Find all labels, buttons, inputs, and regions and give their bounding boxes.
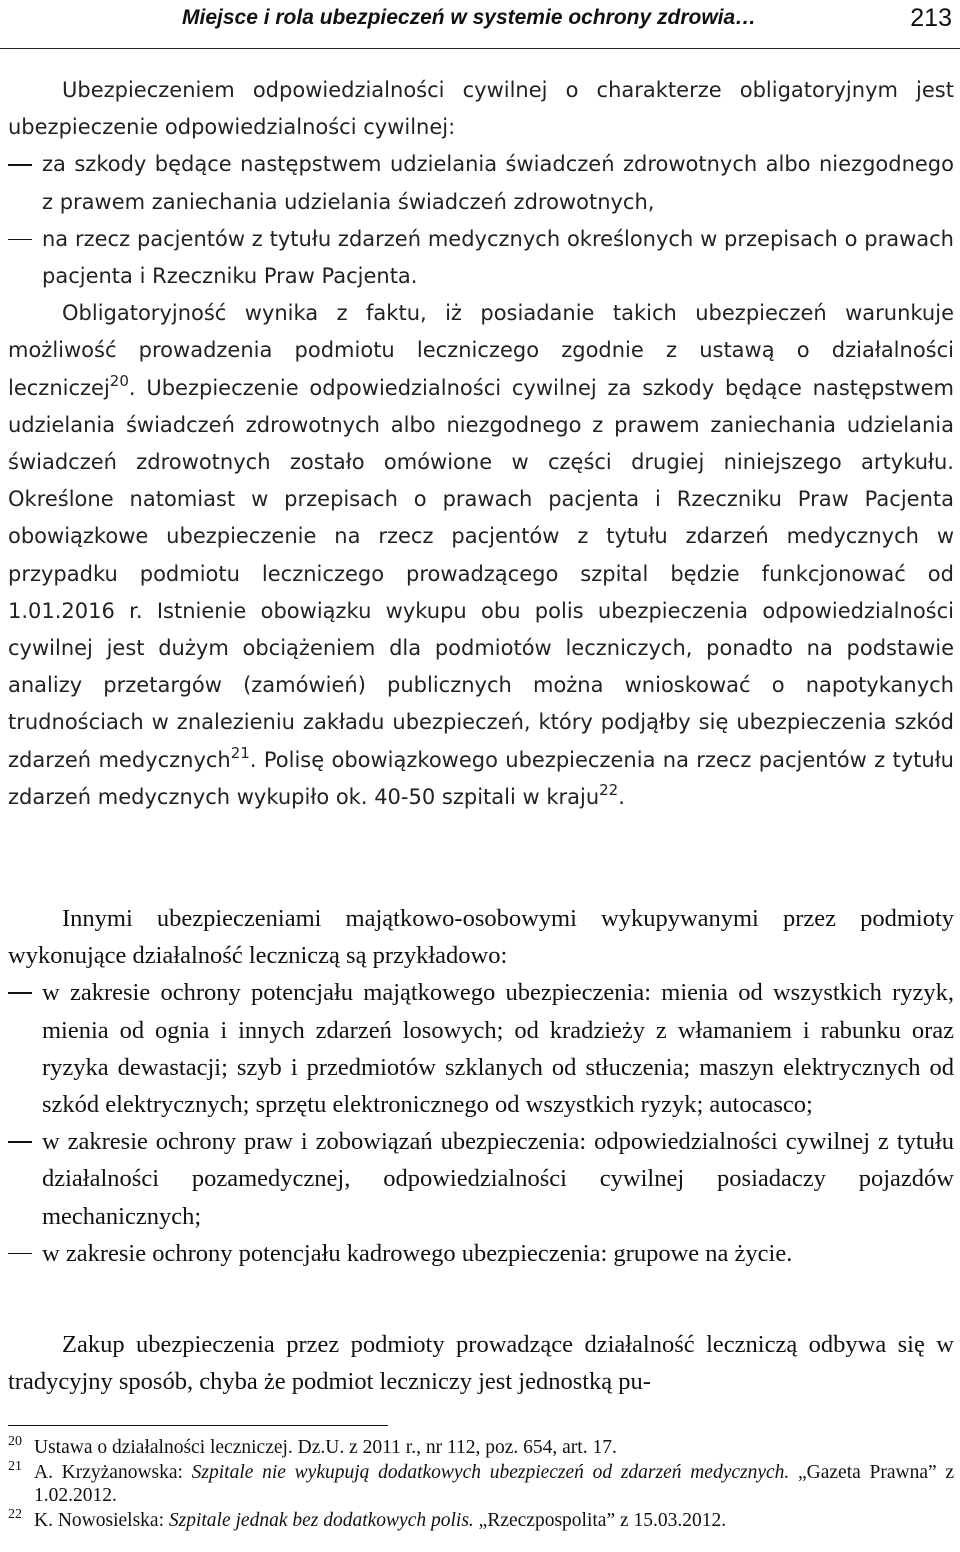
dash-bullet — [8, 1141, 32, 1143]
footnote-22 — [8, 1506, 954, 1533]
list-item — [8, 146, 954, 220]
paragraph-purchase: Zakup ubezpieczenia przez podmioty prowadzące działalność leczniczą odbywa się w tradycyjny sposób, chyba że podmiot leczniczy jest jednostką pu- — [8, 1331, 954, 1396]
section-other-insurance — [8, 900, 954, 1272]
footnote-source: „Rzeczpospolita” z 15.03.2012. — [473, 1509, 727, 1531]
list-item-text: w zakresie ochrony potencjału majątkowego ubezpieczenia: mienia od wszystkich ryzyk, mienia od ognia i innych zdarzeń losowych; od kradzieży z włamaniem i rabunku oraz ryzyka dewastacji; szyb i przedmiotów szklanych od stłuczenia; maszyn elektrycznych od szkód elektrycznych; sprzętu elektronicznego od wszystkich ryzyk; autocasco; — [42, 979, 954, 1119]
section-purchase — [8, 1326, 954, 1400]
paragraph-text: . Ubezpieczenie odpowiedzialności cywilnej za szkody będące następstwem udzielania świadczeń zdrowotnych albo niezgodnego z prawem zaniechania udzielania świadczeń zdrowotnych zostało omówione w części drugiej niniejszego artykułu. Określone natomiast w przepisach o prawach pacjenta i Rzeczniku Praw Pacjenta obowiązkowe ubezpieczenie na rzecz pacjentów z tytułu zdarzeń medycznych w przypadku podmiotu leczniczego prowadzącego szpital będzie funkcjonować od 1.01.2016 r. Istnienie obowiązku wykupu obu polis ubezpieczenia odpowiedzialności cywilnej jest dużym obciążeniem dla podmiotów leczniczych, ponadto na podstawie analizy przetargów (zamówień) publicznych można wnioskować o napotykanych trudnościach w znalezieniu zakładu ubezpieczeń, który podjąłby się ubezpieczenia szkód zdarzeń medycznych — [8, 375, 954, 772]
footnote-ref-20[interactable]: 20 — [109, 371, 129, 390]
footnote-title: Szpitale jednak bez dodatkowych polis. — [168, 1509, 474, 1531]
footnote-author: K. Nowosielska: — [34, 1509, 169, 1531]
section-obligatory-insurance — [8, 72, 954, 816]
list-item-text: w zakresie ochrony potencjału kadrowego ubezpieczenia: grupowe na życie. — [42, 1239, 793, 1267]
list-item-text: w zakresie ochrony praw i zobowiązań ubezpieczenia: odpowiedzialności cywilnej z tytułu działalności pozamedycznej, odpowiedzialności cywilnej posiadaczy pojazdów mechanicznych; — [42, 1128, 954, 1230]
paragraph-obligation — [8, 295, 954, 816]
list-item — [8, 974, 954, 1123]
list-item — [8, 1235, 954, 1272]
paragraph-intro: Ubezpieczeniem odpowiedzialności cywilnej o charakterze obligatoryjnym jest ubezpieczenie odpowiedzialności cywilnej: — [8, 78, 954, 140]
paragraph-text: . — [618, 784, 625, 809]
footnote-ref-21[interactable]: 21 — [230, 743, 250, 762]
dash-bullet — [8, 992, 32, 994]
paragraph-intro: Innymi ubezpieczeniami majątkowo-osobowymi wykupywanymi przez podmioty wykonujące działalność leczniczą są przykładowo: — [8, 905, 954, 970]
footnote-text: Ustawa o działalności leczniczej. Dz.U. z 2011 r., nr 112, poz. 654, art. 17. — [34, 1437, 617, 1458]
paragraph-text: . Polisę obowiązkowego ubezpieczenia na rzecz pacjentów z tytułu zdarzeń medycznych wykupiło ok. 40-50 szpitali w kraju — [8, 747, 954, 809]
dash-bullet — [8, 239, 32, 241]
other-insurance-list — [8, 974, 954, 1272]
running-header — [0, 0, 960, 49]
list-item-text: na rzecz pacjentów z tytułu zdarzeń medycznych określonych w przepisach o prawach pacjenta i Rzeczniku Praw Pacjenta. — [42, 226, 954, 289]
footnote-number: 20 — [8, 1434, 22, 1449]
footnotes — [8, 1436, 954, 1533]
list-item — [8, 1123, 954, 1235]
dash-bullet — [8, 164, 32, 166]
obligatory-list — [8, 146, 954, 295]
footnote-source: „Gazeta Prawna” z 1.02.2012. — [34, 1461, 954, 1507]
footnote-author: A. Krzyżanowska: — [34, 1461, 192, 1483]
footnote-21 — [8, 1458, 954, 1508]
footnote-title: Szpitale nie wykupują dodatkowych ubezpieczeń od zdarzeń medycznych. — [191, 1461, 790, 1483]
footnote-number: 21 — [8, 1458, 22, 1474]
paragraph-text: Obligatoryjność wynika z faktu, iż posiadanie takich ubezpieczeń warunkuje możliwość prowadzenia podmiotu leczniczego zgodnie z ustawą o działalności leczniczej — [8, 301, 954, 400]
list-item-text: za szkody będące następstwem udzielania świadczeń zdrowotnych albo niezgodnego z prawem zaniechania udzielania świadczeń zdrowotnych, — [42, 152, 954, 214]
list-item — [8, 221, 954, 295]
footnote-number: 22 — [8, 1506, 22, 1522]
running-title: Miejsce i rola ubezpieczeń w systemie ochrony zdrowia… — [182, 6, 757, 29]
footnote-separator — [8, 1425, 388, 1426]
footnote-ref-22[interactable]: 22 — [599, 780, 619, 799]
page-number: 213 — [910, 4, 952, 32]
dash-bullet — [8, 1253, 32, 1255]
footnote-20 — [8, 1436, 954, 1460]
